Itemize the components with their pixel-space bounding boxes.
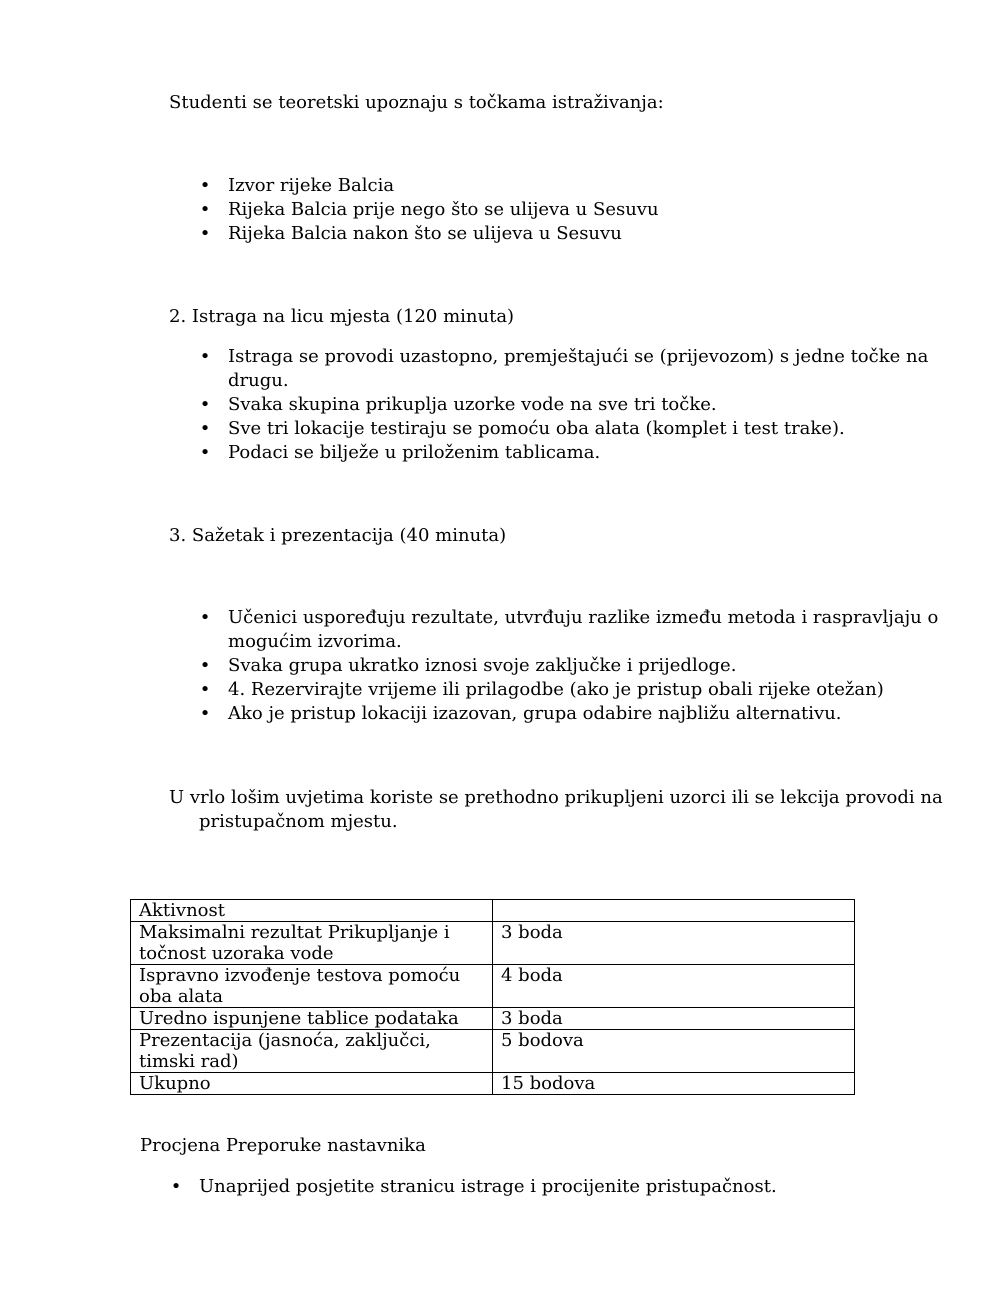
list-item: • Učenici uspoređuju rezultate, utvrđuju razlike između metoda i raspravljaju o mogućim izvorima. — [199, 607, 939, 652]
list-item: • Svaka grupa ukratko iznosi svoje zaključke i prijedloge. — [199, 655, 737, 676]
recommendations-list — [170, 1175, 959, 1199]
table-cell-activity: Maksimalni rezultat Prikupljanje i točnost uzoraka vode — [131, 922, 493, 965]
table-cell-activity: Uredno ispunjene tablice podataka — [131, 1008, 493, 1030]
bullet-icon: • — [199, 607, 211, 628]
bullet-icon: • — [199, 394, 211, 415]
table-cell-activity: Ispravno izvođenje testova pomoću oba alata — [131, 965, 493, 1008]
bullet-icon: • — [199, 346, 211, 367]
list-item: • Istraga se provodi uzastopno, premještajući se (prijevozom) s jedne točke na drugu. — [199, 346, 929, 391]
section-3-title: 3. Sažetak i prezentacija (40 minuta) — [169, 525, 507, 546]
list-item: • Unaprijed posjetite stranicu istrage i procijenite pristupačnost. — [170, 1176, 777, 1197]
table-row-total — [131, 1073, 855, 1095]
list-item: • Rijeka Balcia nakon što se ulijeva u Sesuvu — [199, 223, 622, 244]
bullet-icon: • — [199, 175, 211, 196]
bullet-icon: • — [199, 679, 211, 700]
bullet-icon: • — [199, 442, 211, 463]
table-cell-points: 3 boda — [493, 922, 855, 965]
table-cell-points: 4 boda — [493, 965, 855, 1008]
list-item: • Svaka skupina prikuplja uzorke vode na sve tri točke. — [199, 394, 717, 415]
bullet-icon: • — [199, 703, 211, 724]
table-row — [131, 1008, 855, 1030]
list-item: • Ako je pristup lokaciji izazovan, grupa odabire najbližu alternativu. — [199, 703, 842, 724]
table-header-row — [131, 900, 855, 922]
intro-paragraph: Studenti se teoretski upoznaju s točkama istraživanja: — [169, 92, 664, 113]
list-item: • Sve tri lokacije testiraju se pomoću oba alata (komplet i test trake). — [199, 418, 845, 439]
section-2-list — [199, 345, 940, 465]
bullet-icon: • — [199, 199, 211, 220]
table-cell-points: 5 bodova — [493, 1030, 855, 1073]
section-2-title: 2. Istraga na licu mjesta (120 minuta) — [169, 306, 515, 327]
weather-note-paragraph: U vrlo lošim uvjetima koriste se prethodno prikupljeni uzorci ili se lekcija provodi na pristupačnom mjestu. — [169, 787, 943, 832]
list-item: • Izvor rijeke Balcia — [199, 175, 395, 196]
table-row — [131, 922, 855, 965]
table-cell-activity: Ukupno — [131, 1073, 493, 1095]
table-cell-points: 15 bodova — [493, 1073, 855, 1095]
bullet-icon: • — [199, 223, 211, 244]
table-cell-activity: Prezentacija (jasnoća, zaključci, timski rad) — [131, 1030, 493, 1073]
bullet-icon: • — [170, 1176, 182, 1197]
table-header-cell: Aktivnost — [131, 900, 493, 922]
bullet-icon: • — [199, 418, 211, 439]
bullet-icon: • — [199, 655, 211, 676]
table-row — [131, 1030, 855, 1073]
research-points-list — [199, 174, 948, 246]
table-row — [131, 965, 855, 1008]
recommendations-title: Procjena Preporuke nastavnika — [140, 1135, 426, 1156]
list-item: • 4. Rezervirajte vrijeme ili prilagodbe (ako je pristup obali rijeke otežan) — [199, 679, 884, 700]
list-item: • Rijeka Balcia prije nego što se ulijeva u Sesuvu — [199, 199, 659, 220]
table-header-cell — [493, 900, 855, 922]
section-3-list — [199, 606, 950, 726]
score-table — [130, 899, 855, 1095]
table-cell-points: 3 boda — [493, 1008, 855, 1030]
list-item: • Podaci se bilježe u priloženim tablicama. — [199, 442, 601, 463]
